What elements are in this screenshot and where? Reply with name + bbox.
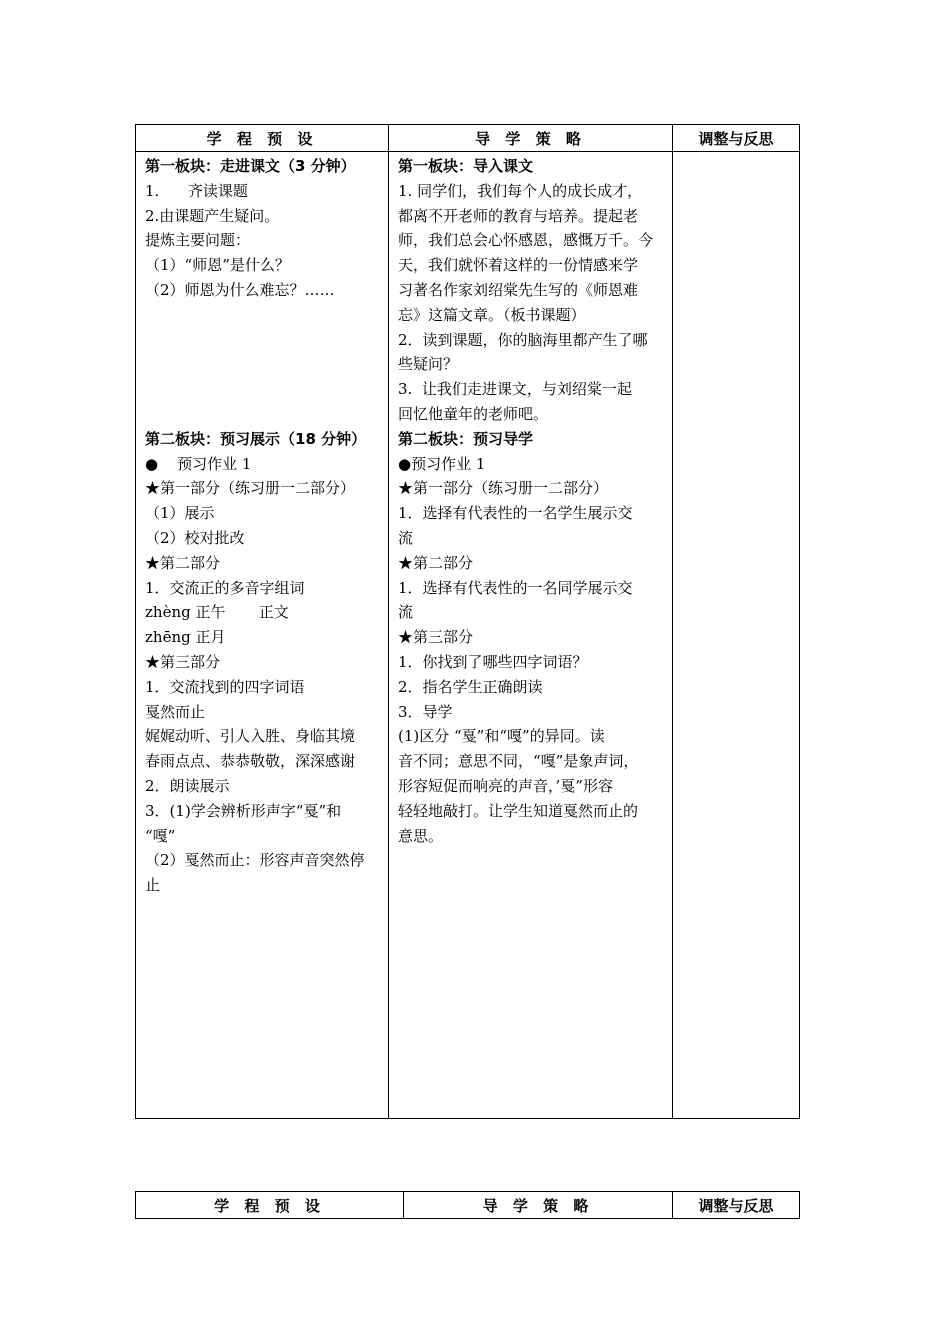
content-line: 2．朗读展示 <box>145 776 230 795</box>
content-line: （1）“师恩”是什么？ <box>145 256 290 275</box>
content-line: zhèng 正午 正文 <box>145 603 289 622</box>
content-line: ★第三部分 <box>145 652 221 671</box>
content-line: 流 <box>398 528 414 547</box>
header-adjustment-reflection: 调整与反思 <box>673 1192 800 1219</box>
lesson-plan-table <box>135 124 800 1119</box>
content-line: ★第二部分 <box>398 553 474 572</box>
content-line: 音不同；意思不同，“嘎”是象声词， <box>398 752 639 771</box>
table-body-row <box>136 152 800 1119</box>
content-line: 戛然而止 <box>145 702 206 721</box>
section-2-list <box>145 427 382 898</box>
header-learning-plan: 学 程 预 设 <box>136 1192 404 1219</box>
content-line: 提炼主要问题： <box>145 231 251 250</box>
header-learning-plan: 学 程 预 设 <box>136 125 389 152</box>
content-line: ★第三部分 <box>398 628 474 647</box>
section-heading: 第二板块：预习导学 <box>398 429 534 448</box>
content-line: 2.由课题产生疑问。 <box>145 206 280 225</box>
content-line: 3．导学 <box>398 702 453 721</box>
content-line: （1）展示 <box>145 504 215 523</box>
content-line: 忘》这篇文章。（板书课题） <box>398 305 586 324</box>
content-line: 春雨点点、恭恭敬敬，深深感谢 <box>145 752 356 771</box>
content-line: 止 <box>145 876 161 895</box>
content-line: 娓娓动听、引人入胜、身临其境 <box>145 727 356 746</box>
content-line: ★第一部分（练习册一二部分） <box>145 479 356 498</box>
section-heading: 第一板块：导入课文 <box>398 157 534 175</box>
content-line: （2）校对批改 <box>145 528 245 547</box>
content-line: （2）戛然而止：形容声音突然停 <box>145 851 365 870</box>
adjustment-reflection-cell <box>673 152 800 1119</box>
table-header-row <box>136 125 800 152</box>
header-guidance-strategy: 导 学 策 略 <box>389 125 673 152</box>
content-line: 1．选择有代表性的一名学生展示交 <box>398 504 633 523</box>
content-line: 流 <box>398 603 414 622</box>
content-line: 天，我们就怀着这样的一份情感来学 <box>398 256 639 275</box>
content-line: ★第一部分（练习册一二部分） <box>398 479 609 498</box>
learning-plan-cell <box>136 152 389 1119</box>
section-spacer <box>145 303 382 427</box>
content-line: 形容短促而响亮的声音，’戛”形容 <box>398 776 613 795</box>
guidance-strategy-cell <box>389 152 673 1119</box>
content-line: “嘎” <box>145 826 176 845</box>
content-line: 1．交流正的多音字组词 <box>145 578 305 597</box>
content-line: 1. 同学们，我们每个人的成长成才， <box>398 181 643 200</box>
header-guidance-strategy: 导 学 策 略 <box>404 1192 673 1219</box>
header-adjustment-reflection: 调整与反思 <box>673 125 800 152</box>
content-line: 1．交流找到的四字词语 <box>145 677 305 696</box>
content-line: 些疑问？ <box>398 355 459 374</box>
content-line: 习著名作家刘绍棠先生写的《师恩难 <box>398 280 639 299</box>
content-line: ★第二部分 <box>145 553 221 572</box>
content-line: 1．选择有代表性的一名同学展示交 <box>398 578 633 597</box>
content-line: 回忆他童年的老师吧。 <box>398 404 549 423</box>
guidance-strategy-content <box>389 152 672 848</box>
section-1-list <box>145 154 382 303</box>
content-line: 轻轻地敲打。让学生知道戛然而止的 <box>398 801 639 820</box>
content-line: ●预习作业 1 <box>398 454 486 473</box>
content-line: (1)区分 “戛”和“嘎”的异同。读 <box>398 727 605 746</box>
learning-plan-content <box>136 152 388 898</box>
content-line: 意思。 <box>398 826 444 845</box>
content-line: 2．读到课题，你的脑海里都产生了哪 <box>398 330 648 349</box>
content-line: 3. 让我们走进课文，与刘绍棠一起 <box>398 380 632 399</box>
content-line: 1. 齐读课题 <box>145 181 248 200</box>
content-line: （2）师恩为什么难忘？…… <box>145 280 335 299</box>
content-line: 1．你找到了哪些四字词语？ <box>398 652 588 671</box>
content-line: 3．(1)学会辨析形声字“戛”和 <box>145 801 342 820</box>
section-heading: 第一板块：走进课文（3 分钟） <box>145 157 356 175</box>
content-line: 2．指名学生正确朗读 <box>398 677 543 696</box>
content-line: 师，我们总会心怀感恩，感慨万千。今 <box>398 231 654 250</box>
lesson-plan-table-continued <box>135 1191 800 1219</box>
section-heading: 第二板块：预习展示（18 分钟） <box>145 429 367 448</box>
content-line: 都离不开老师的教育与培养。提起老 <box>398 206 639 225</box>
table-header-row <box>136 1192 800 1219</box>
content-line: zhēng 正月 <box>145 628 226 647</box>
content-line: ● 预习作业 1 <box>145 454 252 473</box>
